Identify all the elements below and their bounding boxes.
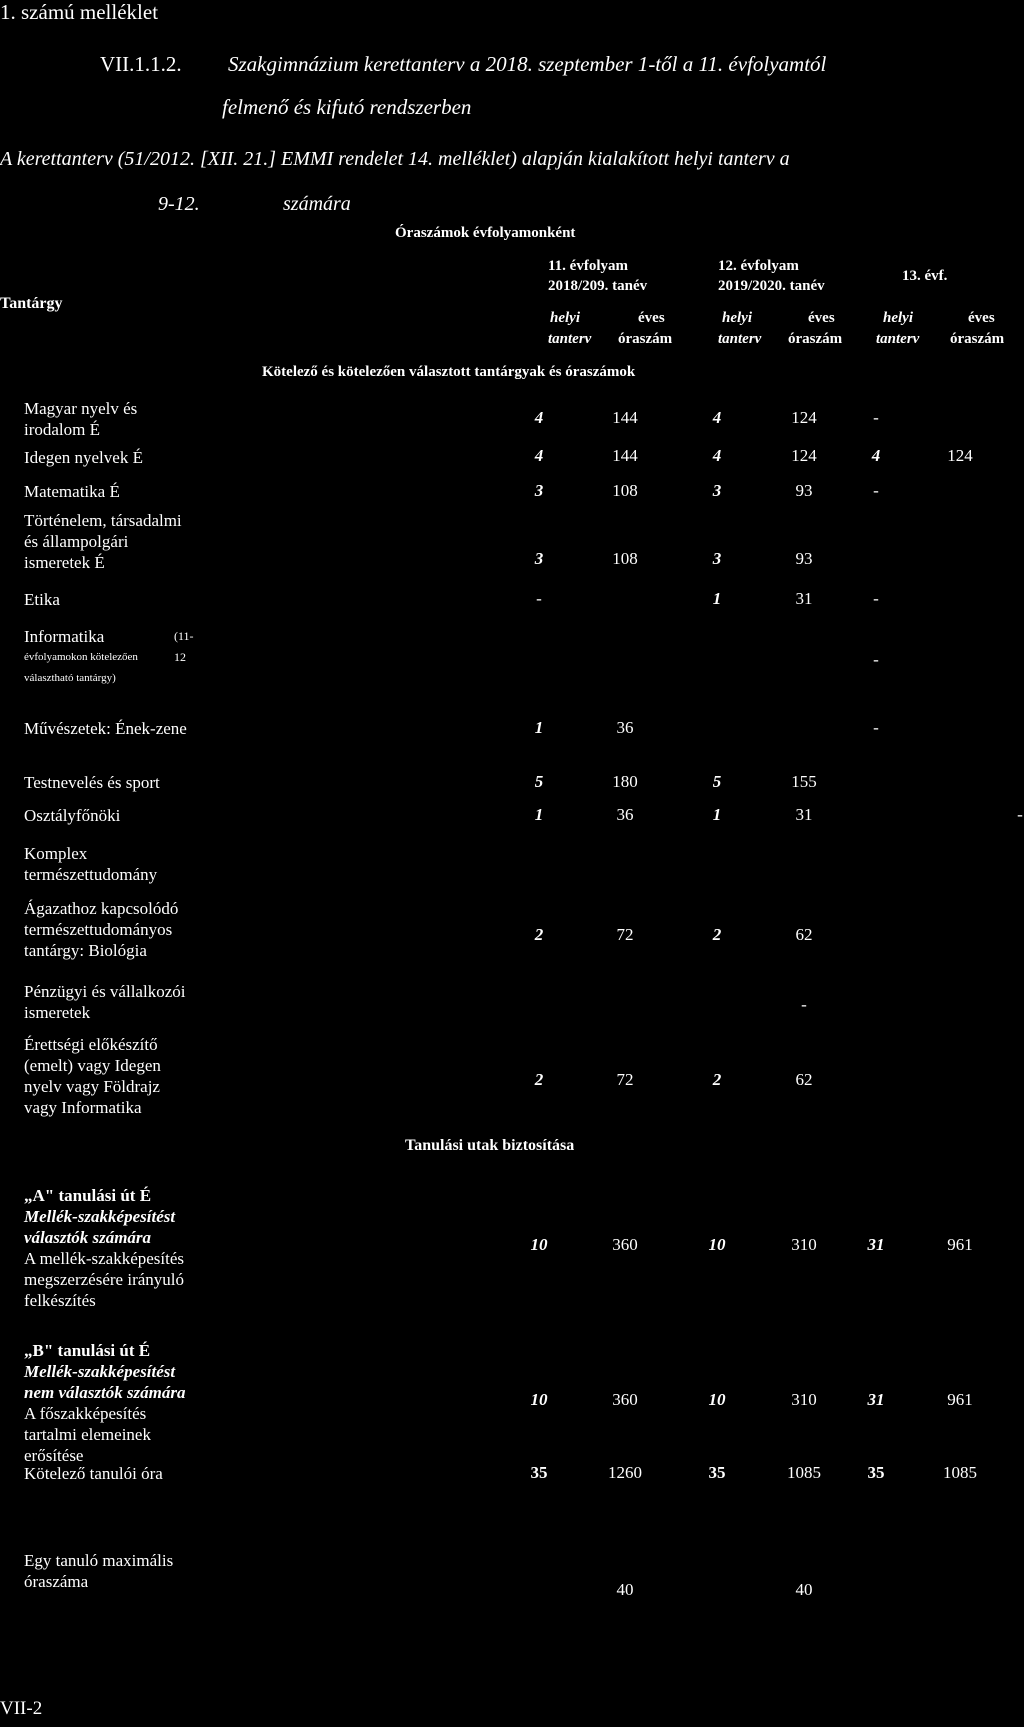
doc-title-line2: felmenő és kifutó rendszerben xyxy=(222,95,472,119)
subject-line: nem választók számára xyxy=(24,1383,186,1402)
subject-name xyxy=(24,1185,184,1311)
hours-cell: 35 xyxy=(867,1463,885,1482)
hours-cell: 1085 xyxy=(787,1463,821,1482)
hours-cell: 1 xyxy=(534,718,544,737)
hours-cell: 72 xyxy=(616,1070,634,1089)
subject-name xyxy=(24,805,120,826)
hours-cell: 40 xyxy=(795,1580,813,1599)
hours-cell: 124 xyxy=(791,408,817,427)
subject-note: évfolyamokon kötelezően xyxy=(24,651,138,663)
hours-cell: 4 xyxy=(712,446,722,465)
hours-cell: 3 xyxy=(712,481,722,500)
subject-name xyxy=(24,447,143,468)
hours-cell: - xyxy=(873,650,879,669)
hours-cell: 3 xyxy=(534,481,544,500)
hours-cell: 93 xyxy=(795,481,813,500)
hours-cell: 1 xyxy=(534,805,544,824)
subject-name xyxy=(24,481,120,502)
subject-line: (emelt) vagy Idegen xyxy=(24,1056,161,1075)
hours-cell: 4 xyxy=(712,408,722,427)
subject-name xyxy=(24,772,160,793)
hours-cell: 31 xyxy=(795,589,813,608)
hours-cell: 31 xyxy=(795,805,813,824)
subject-line: megszerzésére irányuló xyxy=(24,1270,184,1289)
year-11-term: 2018/209. tanév xyxy=(548,278,648,294)
col-eves-12-b: óraszám xyxy=(788,331,843,347)
subject-name xyxy=(24,718,187,739)
hours-cell: 40 xyxy=(616,1580,634,1599)
col-helyi-12-b: tanterv xyxy=(718,331,762,347)
subject-name xyxy=(24,843,157,885)
subject-line: Történelem, társadalmi xyxy=(24,511,182,530)
subject-line: választók számára xyxy=(24,1228,152,1247)
hours-cell: 3 xyxy=(534,549,544,568)
col-helyi-11-a: helyi xyxy=(550,310,580,326)
col-helyi-11-b: tanterv xyxy=(548,331,592,347)
subject-name xyxy=(24,510,182,573)
subject-line: Mellék-szakképesítést xyxy=(24,1207,176,1226)
hours-cell: 961 xyxy=(947,1235,973,1254)
hours-cell: 144 xyxy=(612,446,638,465)
hours-cell: - xyxy=(801,995,807,1014)
subject-line: Mellék-szakképesítést xyxy=(24,1362,176,1381)
col-eves-11-a: éves xyxy=(638,310,665,326)
subject-line: természettudományos xyxy=(24,920,173,939)
subject-line: erősítése xyxy=(24,1446,84,1465)
subject-name xyxy=(24,398,137,440)
subject-line: Művészetek: Ének-zene xyxy=(24,719,187,738)
subject-line: Informatika xyxy=(24,627,105,646)
subject-line: Testnevelés és sport xyxy=(24,773,160,792)
col-helyi-13-b: tanterv xyxy=(876,331,920,347)
subject-line: természettudomány xyxy=(24,865,158,884)
hours-cell: 108 xyxy=(612,549,638,568)
hours-cell: 10 xyxy=(530,1390,548,1409)
subject-name xyxy=(24,1463,163,1484)
year-11-label: 11. évfolyam xyxy=(548,258,628,274)
hours-cell: 10 xyxy=(708,1235,726,1254)
hours-cell: 36 xyxy=(616,805,634,824)
hours-cell: 108 xyxy=(612,481,638,500)
appendix-label: 1. számú melléklet xyxy=(0,0,159,24)
hours-cell: 124 xyxy=(791,446,817,465)
doc-title-line1: Szakgimnázium kerettanterv a 2018. szeptember 1-től a 11. évfolyamtól xyxy=(228,52,827,76)
subject-column-header: Tantárgy xyxy=(0,295,63,312)
hours-cell: 31 xyxy=(867,1390,885,1409)
subject-line: Magyar nyelv és xyxy=(24,399,138,418)
subject-name xyxy=(24,589,60,610)
col-eves-12-a: éves xyxy=(808,310,835,326)
hours-cell: 144 xyxy=(612,408,638,427)
hours-cell: 4 xyxy=(534,446,544,465)
subject-line: Ágazathoz kapcsolódó xyxy=(24,899,179,918)
hours-cell: 62 xyxy=(795,1070,813,1089)
table-title: Óraszámok évfolyamonként xyxy=(395,225,576,241)
hours-cell: 72 xyxy=(616,925,634,944)
for-text: számára xyxy=(283,193,351,215)
subject-line: Pénzügyi és vállalkozói xyxy=(24,982,186,1001)
hours-cell: 31 xyxy=(867,1235,885,1254)
subject-line: Matematika É xyxy=(24,482,120,501)
col-helyi-13-a: helyi xyxy=(883,310,913,326)
hours-cell: 360 xyxy=(612,1390,638,1409)
subject-name xyxy=(24,898,178,961)
subject-line: Kötelező tanulói óra xyxy=(24,1464,163,1483)
hours-cell: 310 xyxy=(791,1235,817,1254)
hours-cell: - xyxy=(1017,805,1023,824)
subject-line: ismeretek É xyxy=(24,553,105,572)
hours-cell: 1085 xyxy=(943,1463,977,1482)
subject-name xyxy=(24,1034,161,1118)
hours-cell: 10 xyxy=(708,1390,726,1409)
hours-cell: - xyxy=(873,481,879,500)
hours-cell: - xyxy=(873,408,879,427)
hours-cell: - xyxy=(536,589,542,608)
hours-cell: 3 xyxy=(712,549,722,568)
section-required-header: Kötelező és kötelezően választott tantárgyak és óraszámok xyxy=(262,364,636,380)
hours-cell: 2 xyxy=(534,925,544,944)
subject-line: Osztályfőnöki xyxy=(24,806,121,825)
subject-line: „A" tanulási út É xyxy=(24,1186,152,1205)
subject-line: Etika xyxy=(24,590,60,609)
subject-line: tartalmi elemeinek xyxy=(24,1425,151,1444)
subject-note: választható tantárgy) xyxy=(24,672,116,684)
subject-line: irodalom É xyxy=(24,420,101,439)
subject-name xyxy=(24,981,185,1023)
hours-cell: 36 xyxy=(616,718,634,737)
col-helyi-12-a: helyi xyxy=(722,310,752,326)
hours-cell: 2 xyxy=(712,925,722,944)
subject-line: nyelv vagy Földrajz xyxy=(24,1077,160,1096)
subject-line: Idegen nyelvek É xyxy=(24,448,143,467)
hours-cell: 124 xyxy=(947,446,973,465)
hours-cell: 10 xyxy=(530,1235,548,1254)
year-13-label: 13. évf. xyxy=(902,268,948,284)
subject-line: ismeretek xyxy=(24,1003,91,1022)
year-12-label: 12. évfolyam xyxy=(718,258,799,274)
hours-cell: 2 xyxy=(712,1070,722,1089)
hours-cell: 4 xyxy=(871,446,881,465)
section-number: VII.1.1.2. xyxy=(100,52,182,76)
subject-line: felkészítés xyxy=(24,1291,96,1310)
hours-cell: 155 xyxy=(791,772,817,791)
hours-cell: 2 xyxy=(534,1070,544,1089)
hours-cell: 62 xyxy=(795,925,813,944)
subject-line: és állampolgári xyxy=(24,532,129,551)
subject-line: „B" tanulási út É xyxy=(24,1341,151,1360)
hours-cell: 360 xyxy=(612,1235,638,1254)
subject-note: (11-12 xyxy=(174,629,194,664)
subject-line: Komplex xyxy=(24,844,88,863)
hours-cell: - xyxy=(873,589,879,608)
year-12-term: 2019/2020. tanév xyxy=(718,278,825,294)
col-eves-13-b: óraszám xyxy=(950,331,1005,347)
subject-line: Érettségi előkészítő xyxy=(24,1035,158,1054)
grades-text: 9-12. xyxy=(158,193,200,215)
hours-cell: 310 xyxy=(791,1390,817,1409)
subject-name xyxy=(24,626,194,689)
col-eves-13-a: éves xyxy=(968,310,995,326)
hours-cell: 961 xyxy=(947,1390,973,1409)
subject-line: A főszakképesítés xyxy=(24,1404,147,1423)
hours-cell: 5 xyxy=(534,772,544,791)
subject-name xyxy=(24,1550,173,1592)
hours-cell: - xyxy=(873,718,879,737)
subject-name xyxy=(24,1340,186,1466)
hours-cell: 4 xyxy=(534,408,544,427)
subject-line: tantárgy: Biológia xyxy=(24,941,147,960)
hours-cell: 180 xyxy=(612,772,638,791)
page-number: VII-2 xyxy=(0,1698,43,1719)
subject-line: Egy tanuló maximális xyxy=(24,1551,174,1570)
hours-cell: 5 xyxy=(712,772,722,791)
hours-cell: 93 xyxy=(795,549,813,568)
hours-cell: 1260 xyxy=(608,1463,642,1482)
subject-line: vagy Informatika xyxy=(24,1098,142,1117)
section-paths-header: Tanulási utak biztosítása xyxy=(405,1137,575,1154)
subject-line: óraszáma xyxy=(24,1572,89,1591)
hours-cell: 1 xyxy=(712,805,722,824)
hours-cell: 35 xyxy=(530,1463,548,1482)
col-eves-11-b: óraszám xyxy=(618,331,673,347)
basis-text: A kerettanterv (51/2012. [XII. 21.] EMMI rendelet 14. melléklet) alapján kialakított helyi tanterv a xyxy=(0,148,790,170)
hours-cell: 35 xyxy=(708,1463,726,1482)
hours-cell: 1 xyxy=(712,589,722,608)
subject-line: A mellék-szakképesítés xyxy=(24,1249,185,1268)
